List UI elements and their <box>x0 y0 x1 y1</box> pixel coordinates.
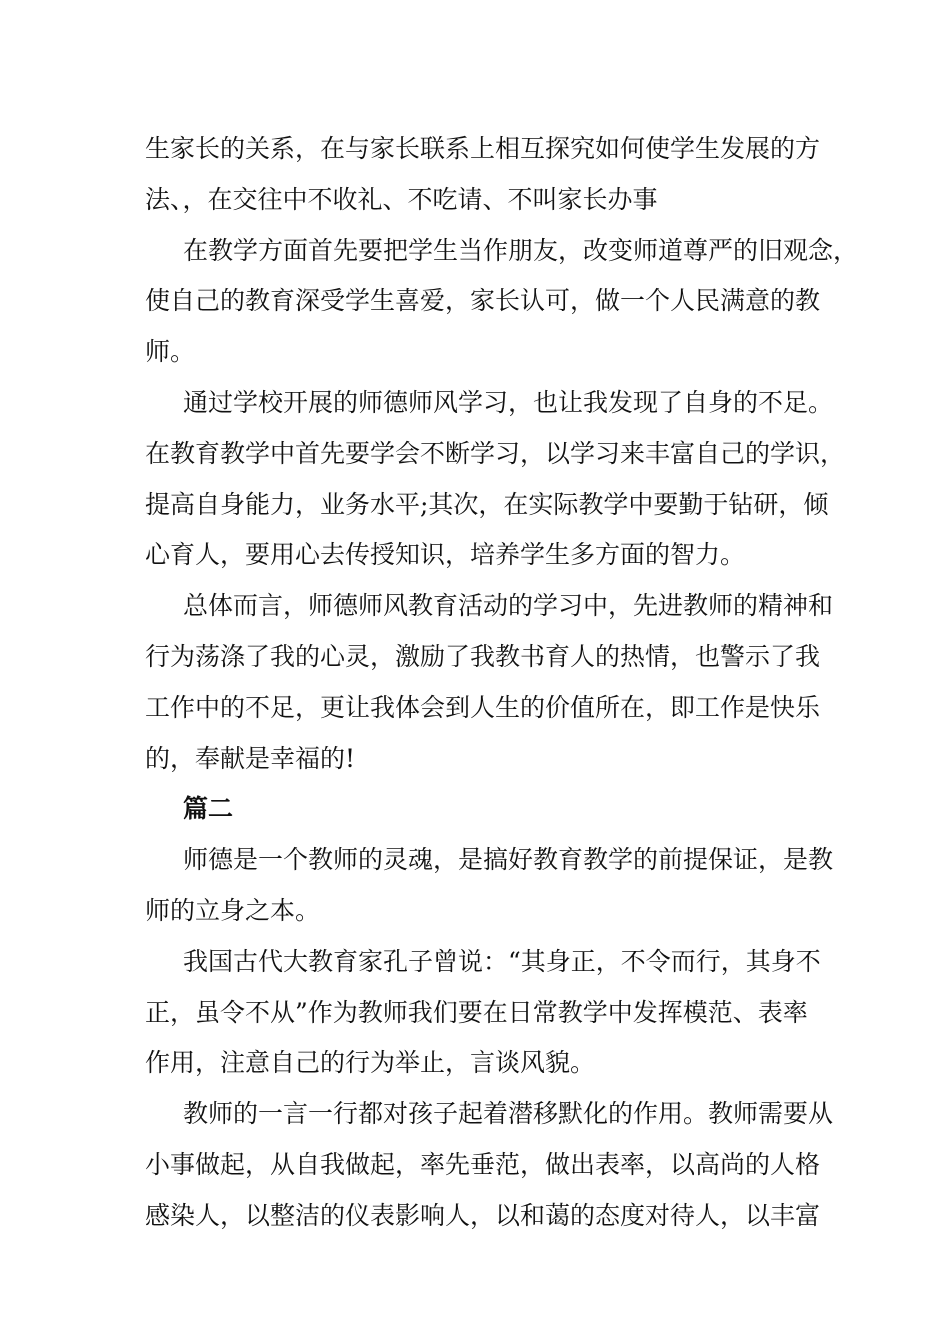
text-line: 在教育教学中首先要学会不断学习，以学习来丰富自己的学识， <box>145 438 846 468</box>
text-line: 生家长的关系，在与家长联系上相互探究如何使学生发展的方 <box>145 134 821 163</box>
paragraph-start-line: 师德是一个教师的灵魂，是搞好教育教学的前提保证，是教 <box>183 845 834 875</box>
paragraph-start-line: 在教学方面首先要把学生当作朋友，改变师道尊严的旧观念， <box>183 235 859 265</box>
text-line: 正，虽令不从”作为教师我们要在日常教学中发挥模范、表率 <box>145 997 808 1027</box>
paragraph-start-line: 教师的一言一行都对孩子起着潜移默化的作用。教师需要从 <box>183 1099 834 1129</box>
text-line: 法、，在交往中不收礼、不吃请、不叫家长办事 <box>145 184 658 214</box>
text-line: 师。 <box>145 337 196 367</box>
text-line: 师的立身之本。 <box>145 895 321 925</box>
text-line: 作用，注意自己的行为举止，言谈风貌。 <box>145 1048 596 1078</box>
paragraph-start-line: 通过学校开展的师德师风学习，也让我发现了自身的不足。 <box>183 387 834 417</box>
text-line: 心育人，要用心去传授知识，培养学生多方面的智力。 <box>145 540 746 570</box>
section-heading: 篇二 <box>183 794 234 824</box>
document-body <box>145 124 859 1242</box>
text-line: 感染人，以整洁的仪表影响人，以和蔼的态度对待人，以丰富 <box>145 1200 821 1230</box>
text-line: 工作中的不足，更让我体会到人生的价值所在，即工作是快乐 <box>145 692 821 722</box>
text-line: 行为荡涤了我的心灵，激励了我教书育人的热情，也警示了我 <box>145 641 821 671</box>
paragraph-start-line: 总体而言，师德师风教育活动的学习中，先进教师的精神和 <box>183 591 834 621</box>
text-line: 使自己的教育深受学生喜爱，家长认可，做一个人民满意的教 <box>145 286 821 316</box>
text-line: 小事做起，从自我做起，率先垂范，做出表率，以高尚的人格 <box>145 1149 821 1179</box>
text-line: 的，奉献是幸福的! <box>145 743 356 773</box>
text-line: 提高自身能力，业务水平;其次，在实际教学中要勤于钻研，倾 <box>145 489 829 519</box>
paragraph-start-line: 我国古代大教育家孔子曾说：“其身正，不令而行，其身不 <box>183 946 821 976</box>
